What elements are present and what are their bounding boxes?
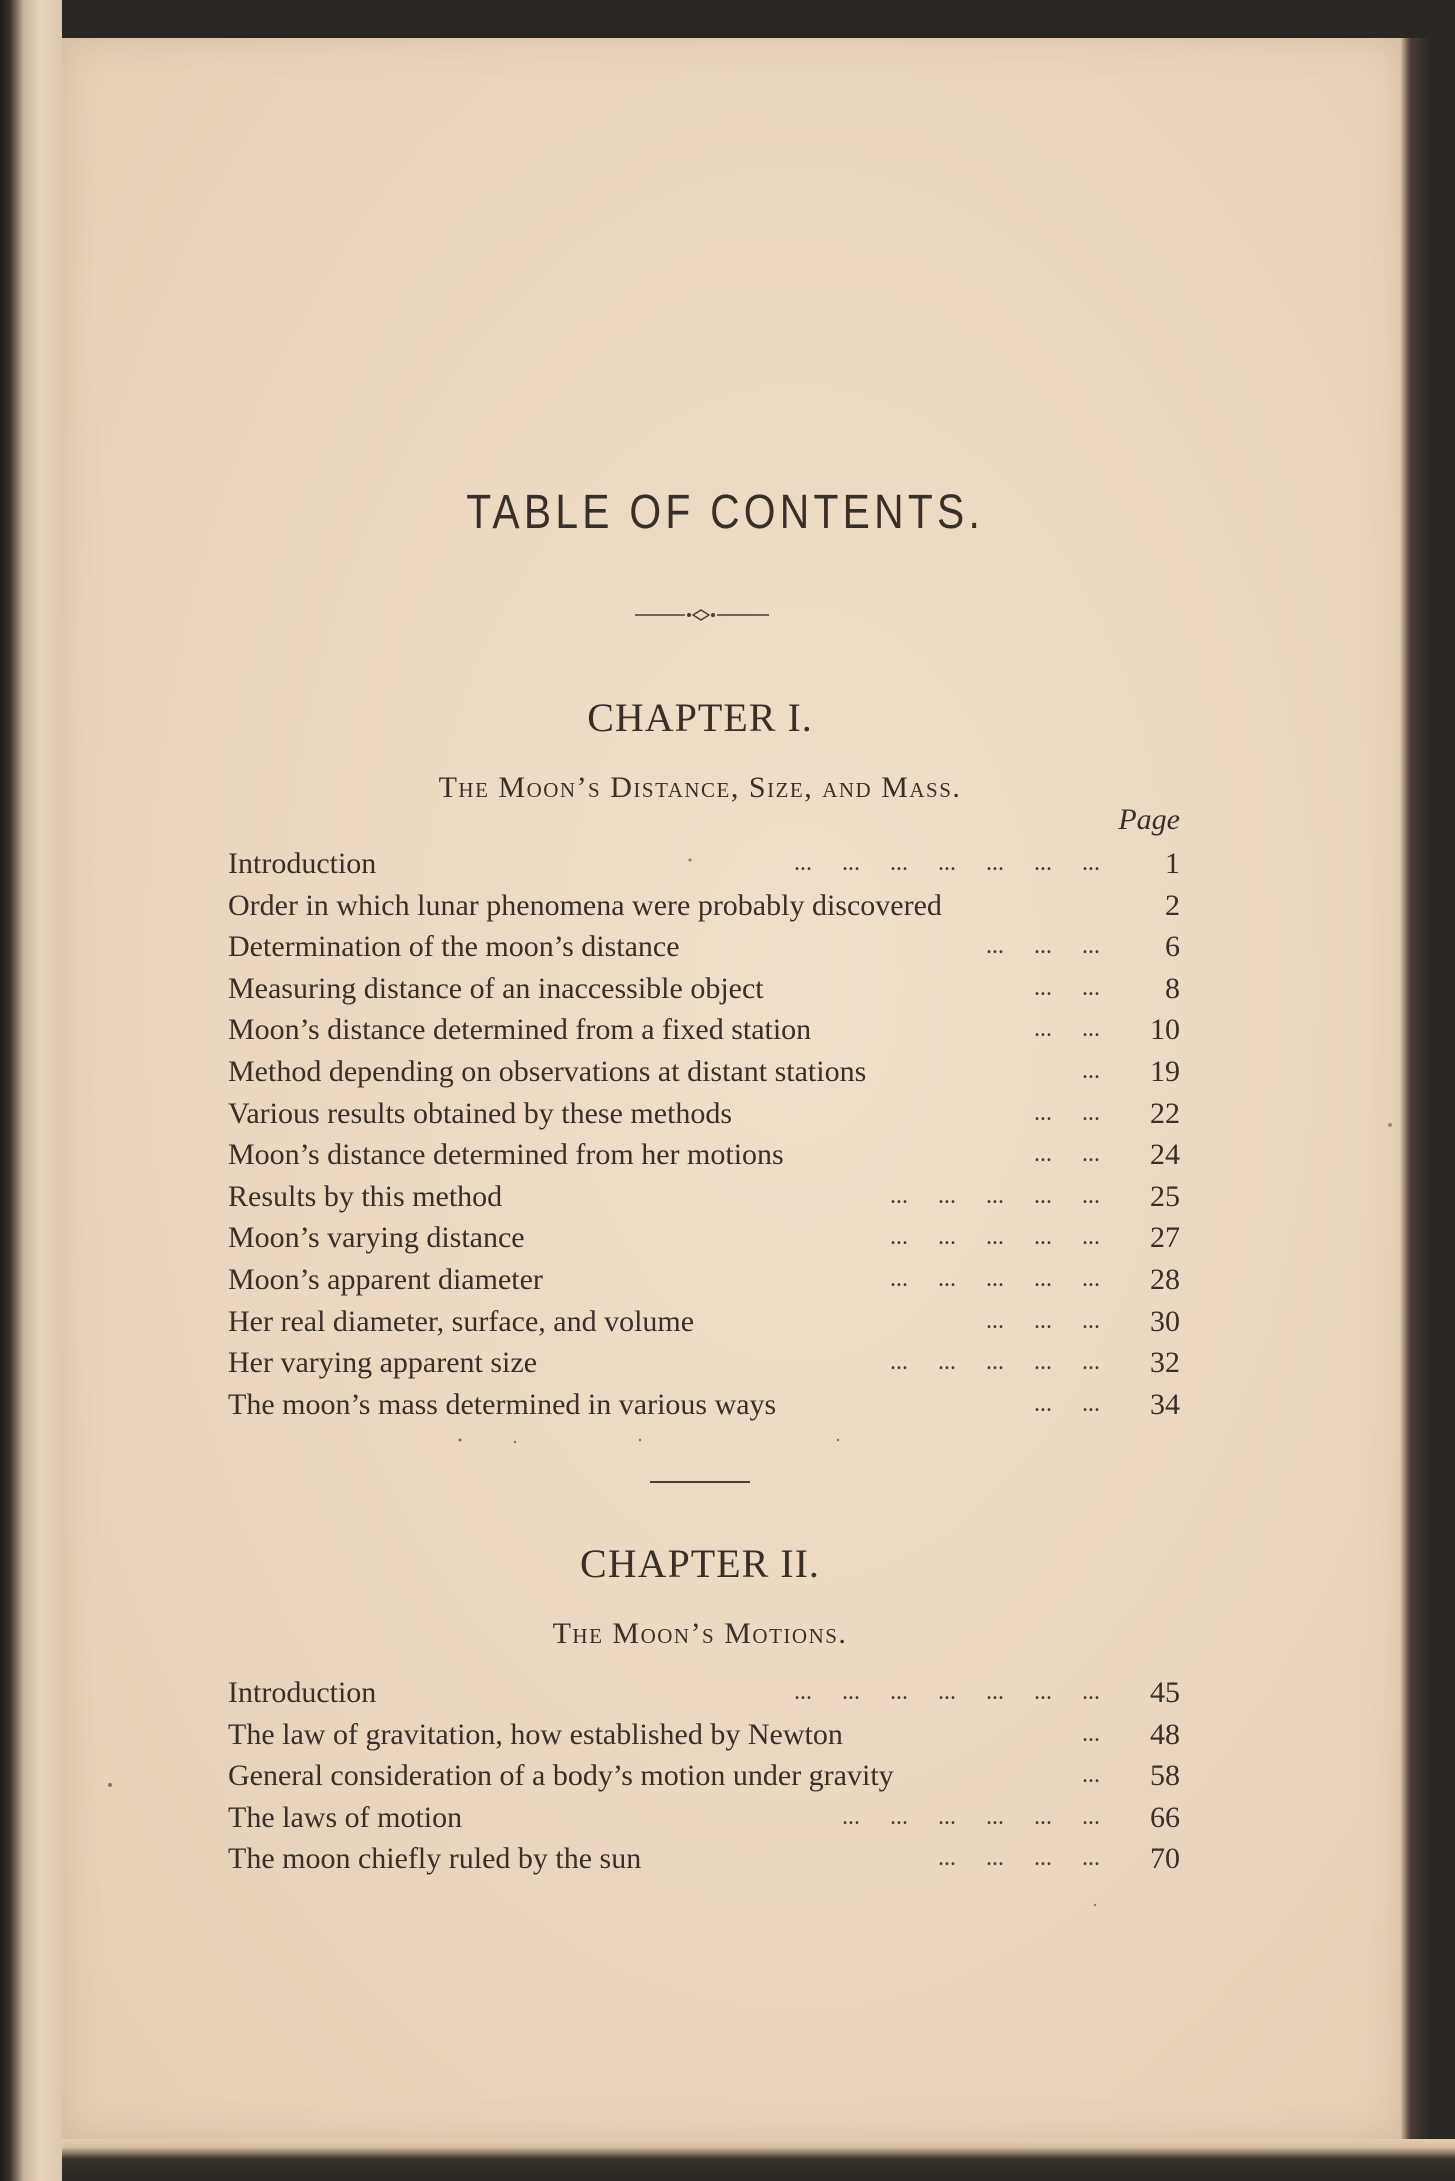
toc-entry-title: Moon’s varying distance: [228, 1221, 525, 1255]
toc-entry: [228, 1797, 1180, 1839]
toc-entry-title: The laws of motion: [228, 1800, 463, 1834]
toc-entry-page-number: 6: [1165, 930, 1180, 964]
toc-entry-title: Measuring distance of an inaccessible object: [228, 971, 764, 1005]
toc-entry: [228, 1301, 1180, 1343]
toc-entry: [228, 926, 1180, 968]
chapter-2-heading: CHAPTER II.: [580, 1541, 820, 1586]
toc-entry-title: Introduction: [228, 1676, 377, 1709]
toc-entry: [228, 1755, 1180, 1797]
toc-entry-leader-dots: ... ... ...: [986, 1307, 1100, 1334]
toc-entry-page-number: 58: [1150, 1759, 1180, 1793]
toc-entry-leader-dots: ...: [1082, 1720, 1100, 1747]
toc-entry-title: Moon’s distance determined from a fixed station: [228, 1013, 812, 1047]
toc-entry-title: The moon chiefly ruled by the sun: [228, 1842, 642, 1876]
toc-entry: [228, 1051, 1180, 1093]
page-column-label: Page: [1118, 803, 1180, 836]
toc-entry-title: General consideration of a body’s motion under gravity: [228, 1759, 894, 1793]
toc-entry: [228, 1714, 1180, 1756]
toc-entry-leader-dots: ...: [1082, 1762, 1100, 1789]
toc-entry: [228, 1093, 1180, 1135]
toc-entry-title: Various results obtained by these methods: [228, 1096, 733, 1130]
toc-entry-title: The law of gravitation, how established by Newton: [228, 1717, 843, 1751]
toc-entry-leader-dots: ... ... ... ... ... ... ...: [794, 1679, 1100, 1705]
toc-entry-page-number: 34: [1150, 1387, 1180, 1421]
toc-entry-page-number: 24: [1150, 1138, 1180, 1172]
toc-entry-page-number: 48: [1150, 1717, 1180, 1751]
toc-entry: [228, 1217, 1180, 1259]
toc-entry-title: Her real diameter, surface, and volume: [228, 1304, 695, 1338]
toc-entry-title: Moon’s distance determined from her motions: [228, 1138, 784, 1172]
toc-entry-title: Method depending on observations at distant stations: [228, 1054, 867, 1088]
toc-entry: [228, 885, 1180, 927]
toc-entry-title: The moon’s mass determined in various ways: [228, 1387, 777, 1421]
toc-entry: [228, 1672, 1180, 1714]
chapter-1-heading: CHAPTER I.: [587, 695, 813, 740]
chapter-1-contents-list: [228, 843, 1180, 1425]
toc-entry-title: Results by this method: [228, 1179, 503, 1213]
toc-entry: [228, 1134, 1180, 1176]
book-spine-shadow: [0, 0, 62, 2181]
chapter-1-subtitle: The Moon’s Distance, Size, and Mass.: [438, 771, 962, 804]
toc-entry-leader-dots: ... ... ...: [986, 933, 1100, 960]
toc-entry-leader-dots: ... ... ... ... ... ...: [842, 1803, 1100, 1830]
page-right-edge: [1400, 38, 1455, 2158]
toc-entry-title: Order in which lunar phenomena were probably discovered: [228, 888, 942, 922]
toc-entry-page-number: 1: [1165, 847, 1180, 880]
toc-entry-page-number: 2: [1165, 888, 1180, 922]
toc-entry: [228, 1384, 1180, 1426]
toc-entry-page-number: 70: [1150, 1842, 1180, 1876]
toc-entry: [228, 843, 1180, 885]
toc-entry-title: Her varying apparent size: [228, 1346, 538, 1380]
chapter-2-subtitle: The Moon’s Motions.: [552, 1617, 848, 1650]
toc-entry-leader-dots: ... ... ... ... ...: [890, 1224, 1100, 1251]
toc-entry-leader-dots: ... ...: [1034, 974, 1100, 1001]
toc-entry-leader-dots: ... ...: [1034, 1390, 1100, 1417]
toc-entry-page-number: 22: [1150, 1096, 1180, 1130]
toc-entry: [228, 968, 1180, 1010]
toc-entry-leader-dots: ... ...: [1034, 1099, 1100, 1126]
toc-entry-title: Moon’s apparent diameter: [228, 1262, 543, 1296]
toc-entry-leader-dots: ... ... ... ... ...: [890, 1349, 1100, 1376]
toc-entry-leader-dots: ... ...: [1034, 1141, 1100, 1168]
toc-entry: [228, 1259, 1180, 1301]
toc-entry-page-number: 10: [1150, 1013, 1180, 1047]
toc-entry-page-number: 8: [1165, 971, 1180, 1005]
toc-entry-leader-dots: ... ... ... ... ... ... ...: [794, 850, 1100, 876]
toc-entry-leader-dots: ... ... ... ... ...: [890, 1265, 1100, 1292]
toc-entry-page-number: 30: [1150, 1304, 1180, 1338]
toc-entry-leader-dots: ...: [1082, 1057, 1100, 1084]
toc-entry: [228, 1342, 1180, 1384]
toc-entry: [228, 1009, 1180, 1051]
toc-entry-page-number: 32: [1150, 1346, 1180, 1380]
toc-entry-leader-dots: ... ... ... ...: [938, 1845, 1100, 1872]
toc-entry-page-number: 28: [1150, 1262, 1180, 1296]
toc-entry-page-number: 25: [1150, 1179, 1180, 1213]
chapter-separator-rule: [650, 1481, 750, 1483]
toc-entry-page-number: 19: [1150, 1054, 1180, 1088]
toc-entry-title: Determination of the moon’s distance: [228, 930, 680, 964]
chapter-2-contents-list: [228, 1672, 1180, 1880]
toc-entry-page-number: 45: [1150, 1676, 1180, 1709]
page-title: TABLE OF CONTENTS.: [466, 486, 985, 539]
toc-entry-page-number: 66: [1150, 1800, 1180, 1834]
toc-entry: [228, 1838, 1180, 1880]
toc-entry-leader-dots: ... ... ... ... ...: [890, 1182, 1100, 1209]
toc-entry-title: Introduction: [228, 847, 377, 880]
toc-entry-leader-dots: ... ...: [1034, 1016, 1100, 1043]
title-ornament-divider: [635, 605, 769, 625]
toc-entry-page-number: 27: [1150, 1221, 1180, 1255]
page-bottom-edge: [62, 2139, 1455, 2181]
toc-entry: [228, 1176, 1180, 1218]
